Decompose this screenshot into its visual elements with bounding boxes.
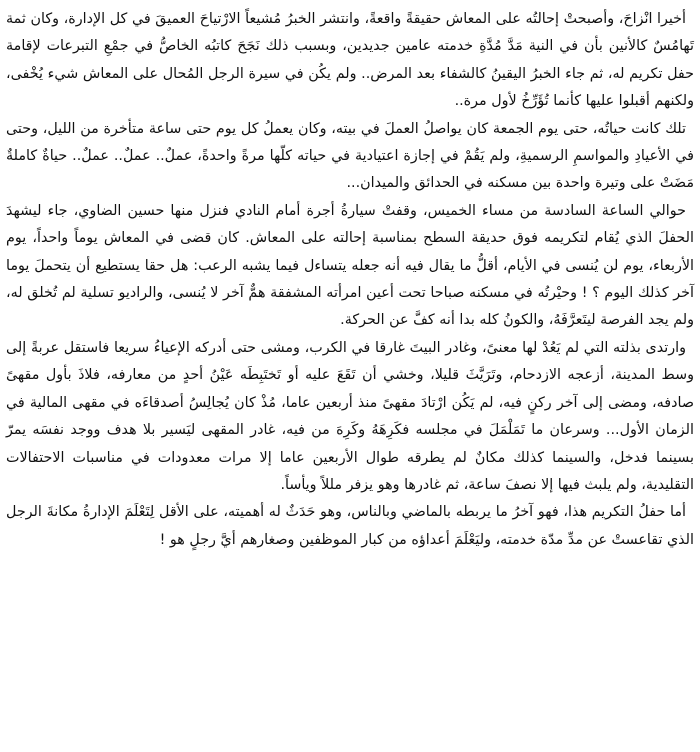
paragraph-3: حوالي الساعة السادسة من مساء الخميس، وقفتْ سيارةُ أجرة أمام النادي فنزل منها حسين الضاوي، جاء ليشهدَ الحفلَ الذي يُقام لتكريمه فوق حديقة السطح بمناسبة إحالته على المعاش. كان قضى في المعاش يوماً واحداً، يوم الأربعاء، يوم لن يُنسى في الأيام، أقلُّ ما يقال فيه أنه جعله يتساءل فيما يشبه الرعب: هل حقا يستطيع أن يتحملَ يوما آخر كذلك اليوم ؟ ! وحيْرتُه في مسكنه صباحا تحت أعين امرأته المشفقة همٌّ آخر لا يُنسى، والراديو تسلية لم تُخلق له، ولم يجد الفرصة ليتَعرَّفَهُ، والكونُ كله بدا أنه كفَّ عن الحركة.	[6, 202, 694, 329]
paragraph-1: أخيرا انْزاحَ، وأصبحتْ إحالتُه على المعاش حقيقةً واقعةً، وانتشر الخبرُ مُشيعاً الارْتياحَ العميقَ في كل الإدارة، وكان ثمة تَهامُسٌ كالأنين بأن في النية مَدَّ مُدَّةِ خدمته عامين جديدين، وبسبب ذلك نَجَحَ كاتبُه الخاصُّ في جمْعِ التبرعات لإقامة حفل تكريم له، ثم جاء الخبرُ اليقينُ كالشفاء بعد المرض.. ولم يكُن في سيرة الرجل المُحال على المعاش شيء يُخْفى، ولكنهم أقبلوا عليها كأنما تُؤَرِّخُ لأول مرة..	[6, 11, 694, 110]
paragraph-5: أما حفلُ التكريم هذا، فهو آخرُ ما يربطه بالماضي وبالناس، وهو حَدَثٌ له أهميته، على الأقل لِتَعْلَمَ الإدارةُ مكانةَ الرجل الذي تقاعستْ عن مدِّ مدّة خدمته، وليَعْلَمَ أعداؤه من كبار الموظفين وصغارهم أيَّ رجلٍ هو !	[6, 504, 694, 548]
paragraph-4: وارتدى بذلته التي لم يَعُدْ لها معنىً، وغادر البيتَ غارقا في الكرب، ومشى حتى أدركه الإعياءُ سريعا فاستقل عربةً إلى وسط المدينة، أزعجه الازدحام، وتَرَيَّثَ قليلا، وخشي أن تَقَعَ عليه أو تَختَبِطَه عَيْنُ أحدٍ من معارفه، فلاذَ بأول مقهىً صادفه، ومضى إلى آخر ركنٍ فيه، لم يَكُن ارْتادَ مقهىً منذ أربعين عاما، مُذْ كان يُجالِسُ أصدقاءَه في مقهى المالية في الزمان الأول... وسرعان ما تَمَلْمَلَ في مجلسه فكَرِهَهُ وكَرِهَ من فيه، غادر المقهى ليَسير بلا هدف ووجد نفسَه يمرّ بسينما فدخل، والسينما كذلك مكانٌ لم يطرقه طوال الأربعين عاما إلا مرات معدودات في مناسبات الاحتفالات التقليدية، ولم يلبث فيها إلا نصفَ ساعة، ثم غادرها وهو يزفر مللاً ويأساً.	[6, 339, 694, 493]
paragraph-2: تلك كانت حياتُه، حتى يوم الجمعة كان يواصلُ العملَ في بيته، وكان يعملُ كل يوم حتى ساعة متأخرة من الليل، وحتى في الأعيادِ والمواسمِ الرسميةِ، ولم يَقُمْ في إجازة اعتيادية في حياته كلّها مرةً واحدةً، عملٌ.. عملٌ.. عملٌ.. حياةٌ كاملةٌ مَضَتْ على وتيرة واحدة بين مسكنه في الحدائق والميدان...	[6, 120, 694, 192]
